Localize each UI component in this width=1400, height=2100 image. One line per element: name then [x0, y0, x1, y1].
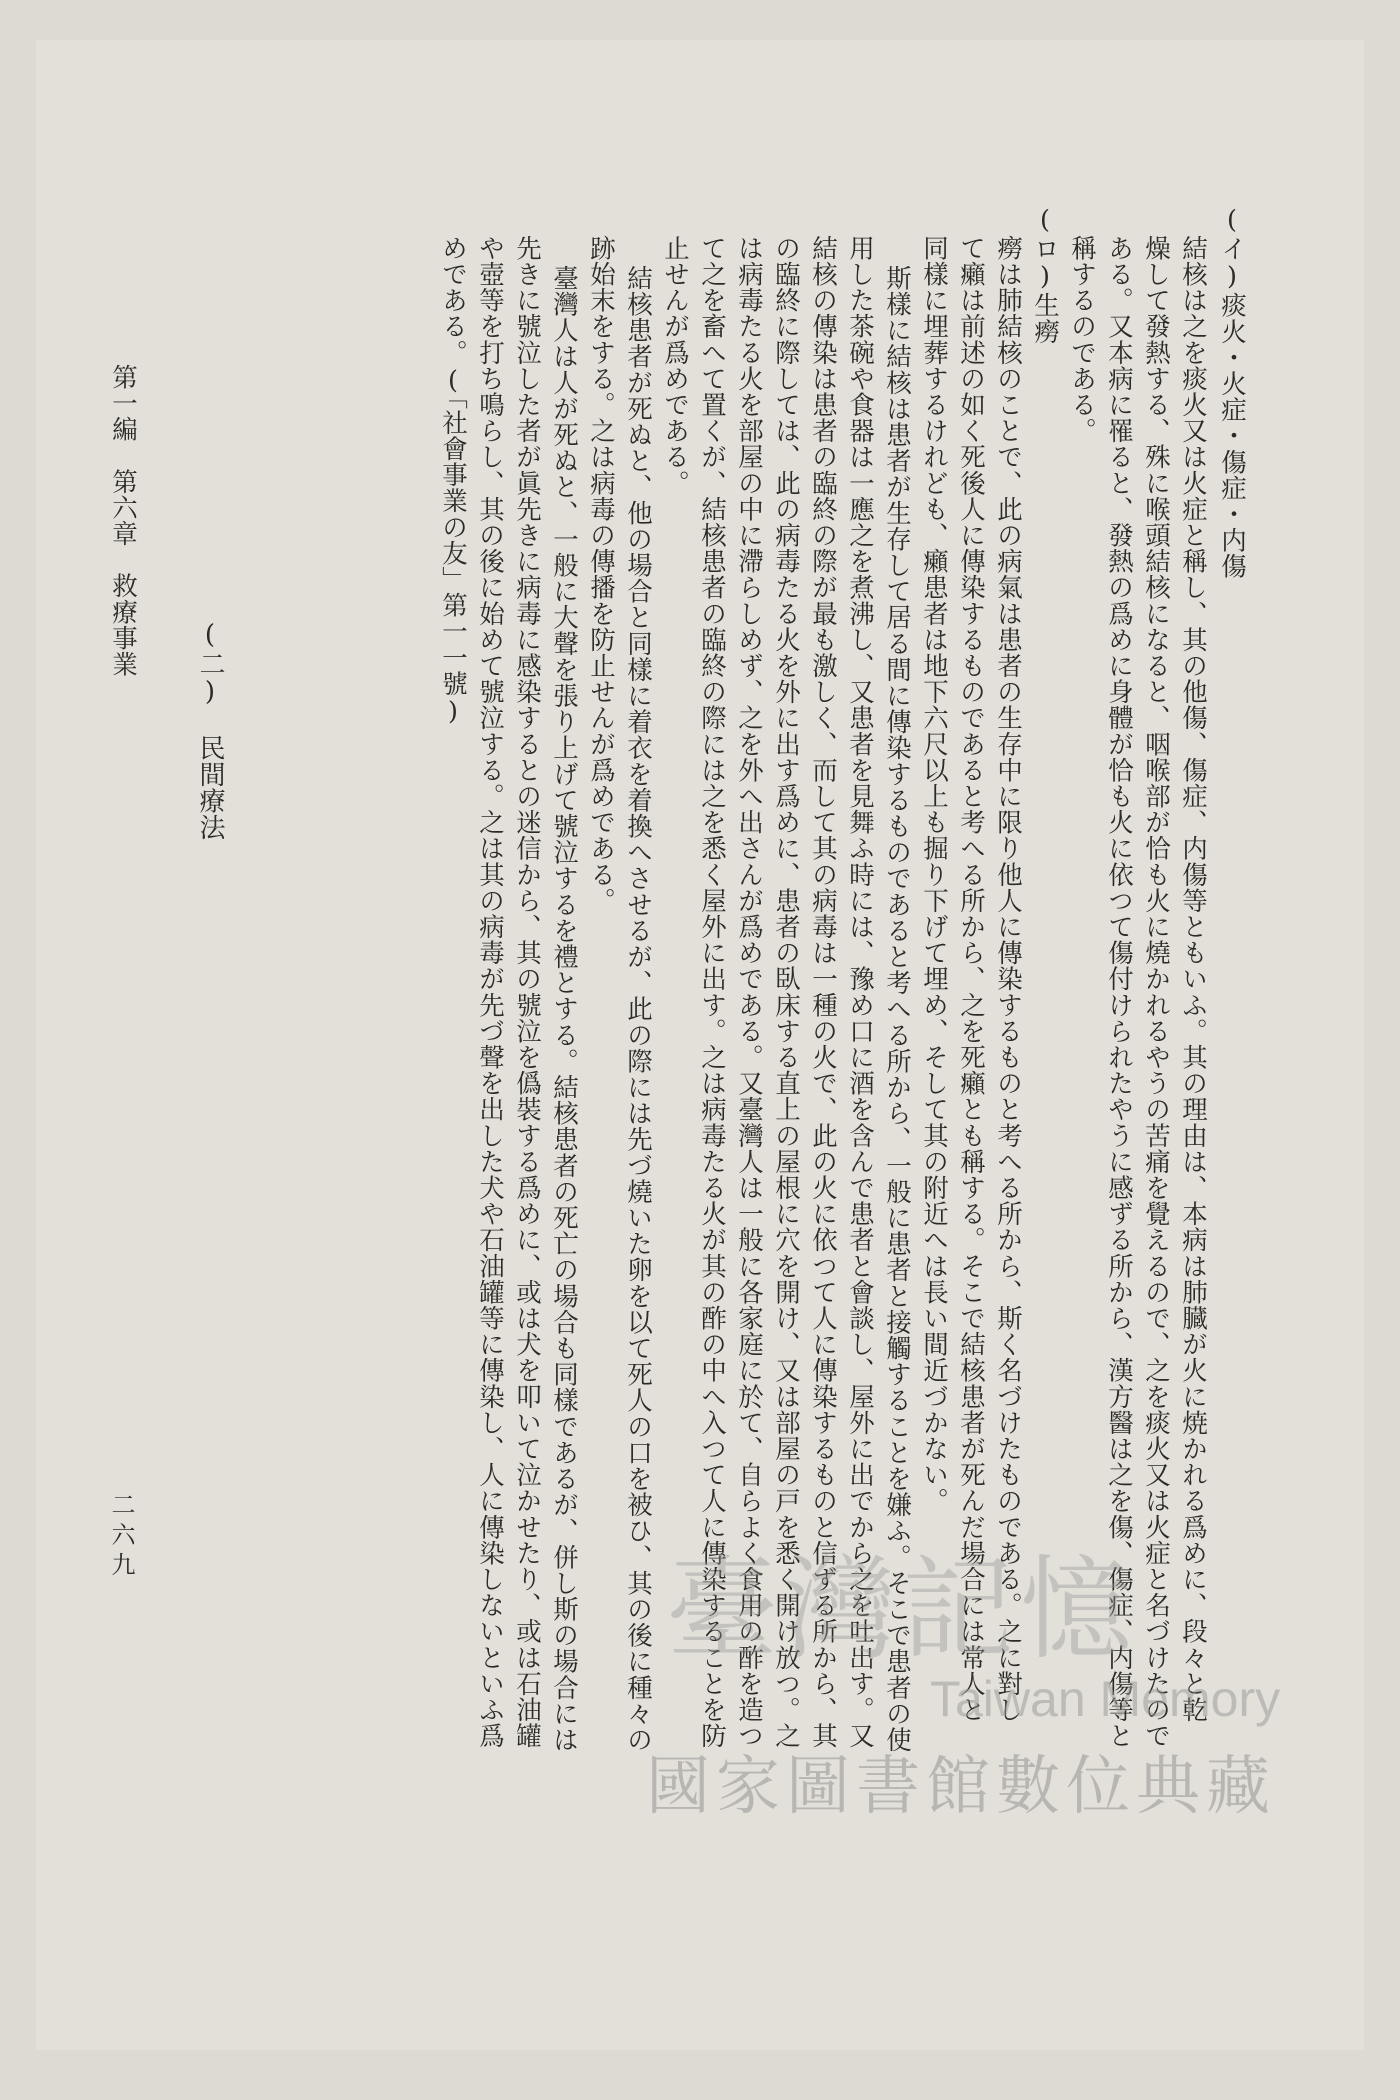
- text-column: 稱するのである。: [1067, 235, 1097, 444]
- text-column: めである。(「社會事業の友」第一一號): [438, 235, 468, 728]
- watermark-char: 憶: [1020, 1545, 1132, 1675]
- text-column: 癆は肺結核のことで、此の病氣は患者の生存中に限り他人に傳染するものと考へる所から、斯く名づけたものである。之に對し: [993, 235, 1023, 1723]
- text-column: 斯樣に結核は患者が生存して居る間に傳染するものであると考へる所から、一般に患者と接觸することを嫌ふ。そこで患者の使: [882, 265, 912, 1753]
- watermark-library: 國家圖書館數位典藏: [646, 1750, 1276, 1824]
- watermark-english: Taiwan Memory: [930, 1671, 1281, 1727]
- running-head: 第一編 第六章 救療事業: [108, 364, 138, 678]
- text-column: 同樣に埋葬するけれども、癩患者は地下六尺以上も掘り下げて埋め、そして其の附近へは長い間近づかない。: [919, 235, 949, 1514]
- text-column: ある。又本病に罹ると、發熱の爲めに身體が恰も火に依つて傷付けられたやうに感ずる所から、漢方醫は之を傷、傷症、内傷等と: [1104, 235, 1134, 1749]
- watermark-char: 臺: [666, 1545, 778, 1675]
- text-column: 先きに號泣した者が眞先きに病毒に感染するとの迷信から、其の號泣を僞裝する爲めに、或は犬を叩いて泣かせたり、或は石油罐: [512, 235, 542, 1749]
- text-column: 燥して發熱する、殊に喉頭結核になると、咽喉部が恰も火に燒かれるやうの苦痛を覺えるので、之を痰火又は火症と名づけたので: [1141, 235, 1171, 1749]
- text-column: 結核患者が死ぬと、他の場合と同樣に着衣を着換へさせるが、此の際には先づ燒いた卵を以て死人の口を被ひ、其の後に種々の: [623, 265, 653, 1753]
- text-column: 結核の傳染は患者の臨終の際が最も激しく、而して其の病毒は一種の火で、此の火に依つて人に傳染するものと信ずる所から、其: [808, 235, 838, 1749]
- text-column: 結核は之を痰火又は火症と稱し、其の他傷、傷症、内傷等ともいふ。其の理由は、本病は肺臓が火に焼かれる爲めに、段々と乾: [1178, 235, 1208, 1723]
- text-column: や壺等を打ち鳴らし、其の後に始めて號泣する。之は其の病毒が先づ聲を出した犬や石油罐等に傳染し、人に傳染しないといふ爲: [475, 235, 505, 1749]
- text-column: (イ)痰火・火症・傷症・内傷: [1217, 205, 1247, 580]
- text-column: (ロ)生癆: [1030, 205, 1060, 345]
- section-heading: (二) 民間療法: [195, 620, 225, 841]
- text-column: 止せんが爲めである。: [660, 235, 690, 496]
- text-column: は病毒たる火を部屋の中に滯らしめず、之を外へ出さんが爲めである。又臺灣人は一般に各家庭に於て、自らよく食用の酢を造つ: [734, 235, 764, 1749]
- page-number: 二六九: [107, 1492, 135, 1582]
- text-column: 用した茶碗や食器は一應之を煮沸し、又患者を見舞ふ時には、豫め口に酒を含んで患者と會談し、屋外に出でから之を吐出す。又: [845, 235, 875, 1749]
- text-column: て之を畜へて置くが、結核患者の臨終の際には之を悉く屋外に出す。之は病毒たる火が其の酢の中へ入つて人に傳染することを防: [697, 235, 727, 1749]
- text-column: 臺灣人は人が死ぬと、一般に大聲を張り上げて號泣するを禮とする。結核患者の死亡の場合も同樣であるが、併し斯の場合には: [549, 265, 579, 1753]
- text-column: て癩は前述の如く死後人に傳染するものであると考へる所から、之を死癩とも稱する。そこで結核患者が死んだ場合には常人と: [956, 235, 986, 1723]
- text-column: の臨終に際しては、此の病毒たる火を外に出す爲めに、患者の臥床する直上の屋根に穴を開け、又は部屋の戸を悉く開け放つ。之: [771, 235, 801, 1749]
- document-page: [36, 40, 1364, 2050]
- watermark-char: 記: [902, 1545, 1014, 1675]
- watermark-char: 灣: [784, 1545, 896, 1675]
- text-column: 跡始末をする。之は病毒の傳播を防止せんが爲めである。: [586, 235, 616, 914]
